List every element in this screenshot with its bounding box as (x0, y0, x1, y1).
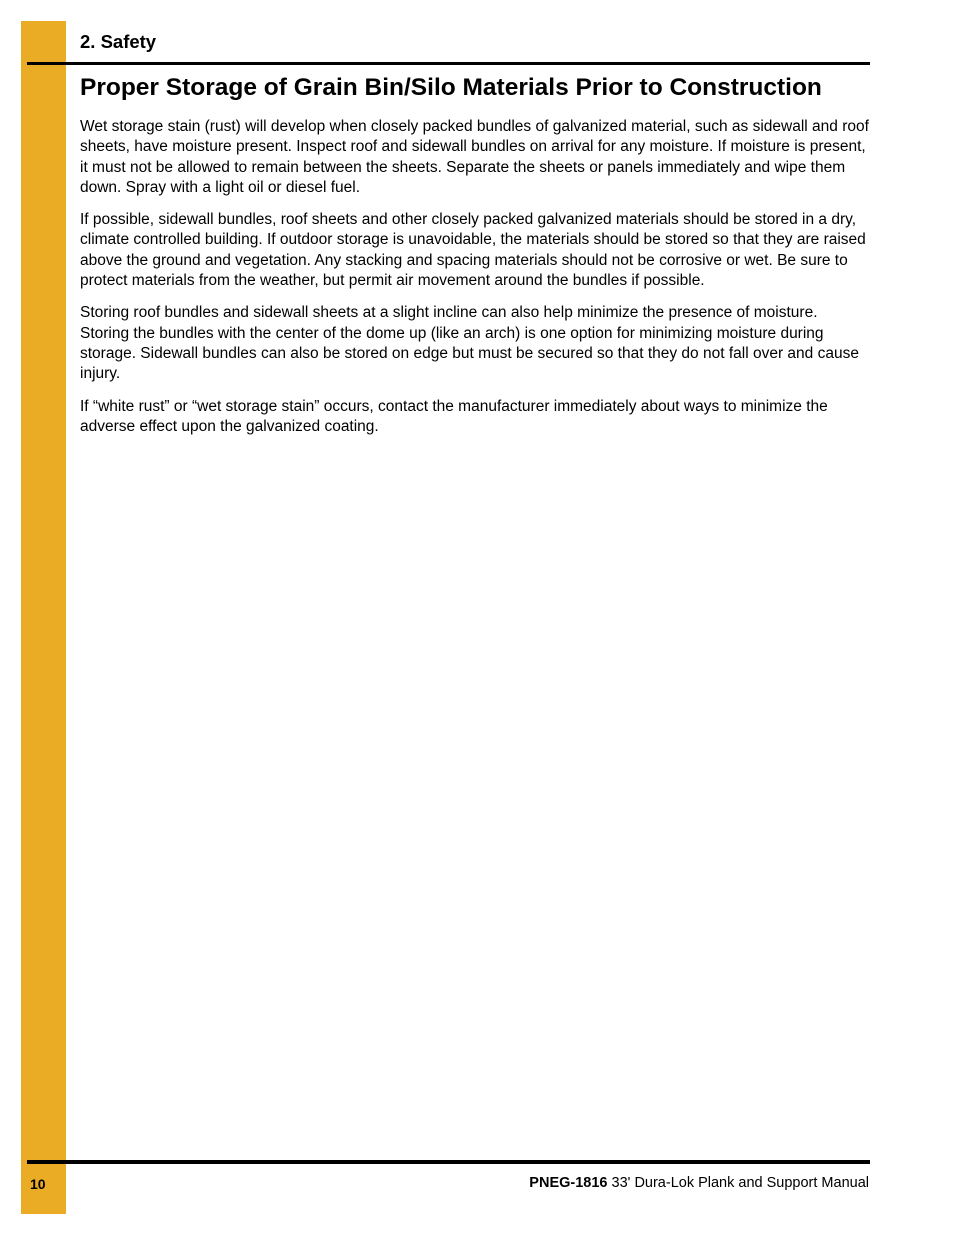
body-text (80, 117, 870, 449)
paragraph: Wet storage stain (rust) will develop when closely packed bundles of galvanized material, such as sidewall and roof sheets, have moisture present. Inspect roof and sidewall bundles on arrival for any moisture. If moisture is present, it must not be allowed to remain between the sheets. Separate the sheets or panels immediately and wipe them down. Spray with a light oil or diesel fuel. (80, 118, 869, 196)
section-header: 2. Safety (80, 31, 157, 52)
paragraph: Storing roof bundles and sidewall sheets at a slight incline can also help minimize the presence of moisture. Storing the bundles with the center of the dome up (like an arch) is one option for minimizing moisture during storage. Sidewall bundles can also be stored on edge but must be secured so that they do not fall over and cause injury. (80, 304, 859, 383)
document-name: 33' Dura-Lok Plank and Support Manual (607, 1175, 869, 1191)
document-code: PNEG-1816 (529, 1175, 608, 1191)
paragraph: If “white rust” or “wet storage stain” occurs, contact the manufacturer immediately about ways to minimize the adverse effect upon the galvanized coating. (80, 397, 828, 435)
page-title: Proper Storage of Grain Bin/Silo Materials Prior to Construction (80, 74, 822, 101)
page-number: 10 (30, 1176, 46, 1192)
header-rule (27, 62, 870, 65)
paragraph: If possible, sidewall bundles, roof sheets and other closely packed galvanized materials should be stored in a dry, climate controlled building. If outdoor storage is unavoidable, the materials should be stored so that they are raised above the ground and vegetation. Any stacking and spacing materials should not be corrosive or wet. Be sure to protect materials from the weather, but permit air movement around the bundles if possible. (80, 211, 866, 290)
footer-rule (27, 1160, 870, 1164)
side-accent-bar (21, 21, 66, 1214)
footer-document-title (529, 1175, 869, 1191)
